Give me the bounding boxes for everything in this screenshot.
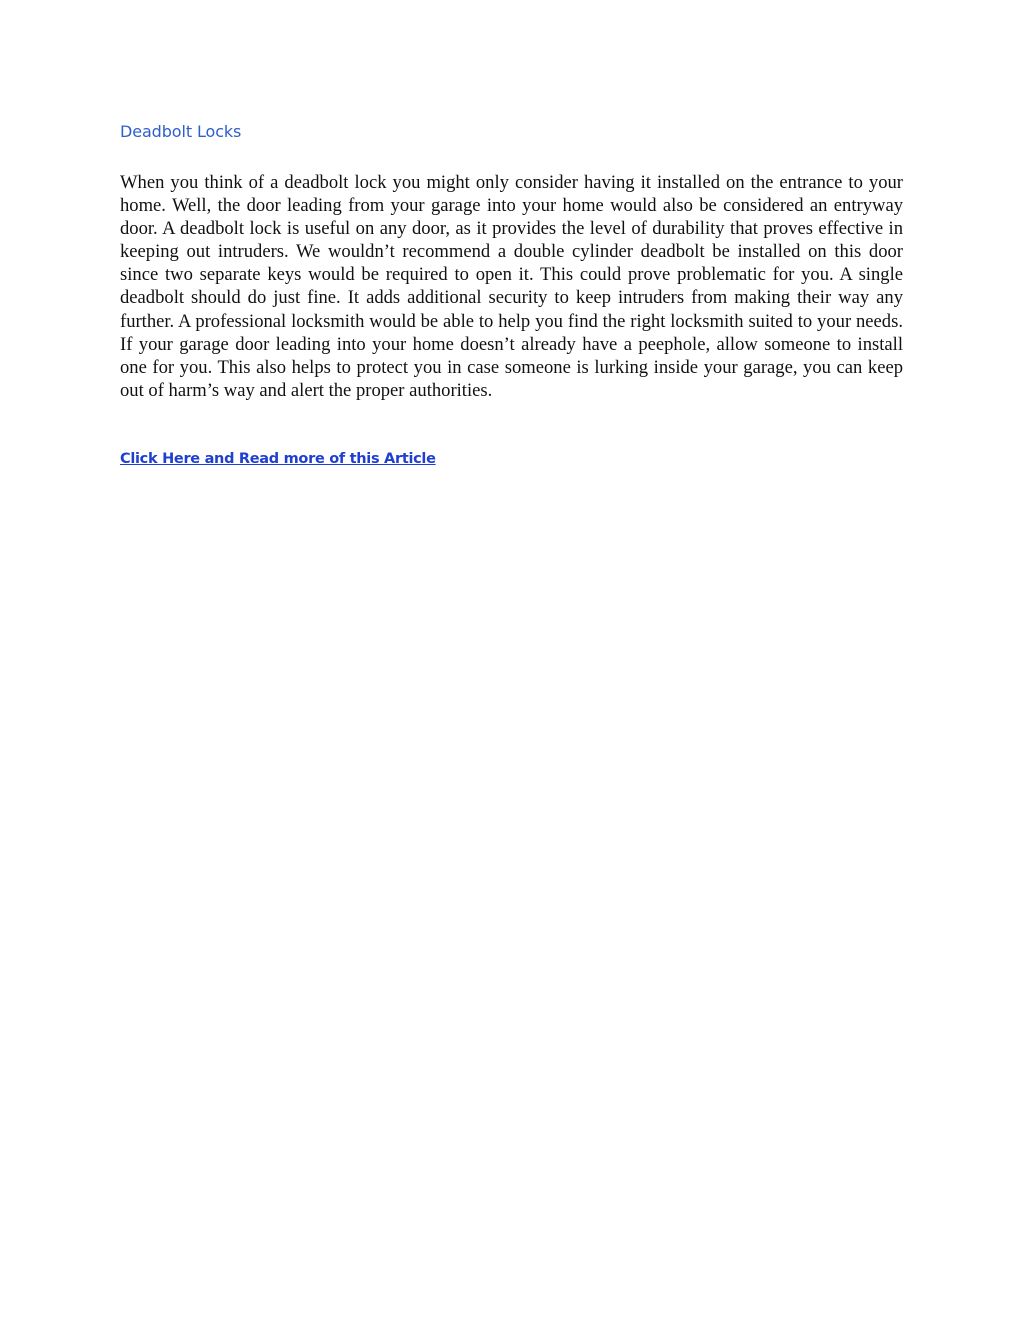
article-paragraph: When you think of a deadbolt lock you might only consider having it installed on the entrance to your home. Well, the door leading from your garage into your home would also be considered an entryway door. A deadbolt lock is useful on any door, as it provides the level of durability that proves effective in keeping out intruders. We wouldn’t recommend a double cylinder deadbolt be installed on this door since two separate keys would be required to open it. This could prove problematic for you. A single deadbolt should do just fine. It adds additional security to keep intruders from making their way any further. A professional locksmith would be able to help you find the right locksmith suited to your needs. If your garage door leading into your home doesn’t already have a peephole, allow someone to install one for you. This also helps to protect you in case someone is lurking inside your garage, you can keep out of harm’s way and alert the proper authorities. (120, 172, 903, 401)
read-more-link[interactable]: Click Here and Read more of this Article (120, 451, 436, 467)
document-heading: Deadbolt Locks (120, 122, 242, 141)
